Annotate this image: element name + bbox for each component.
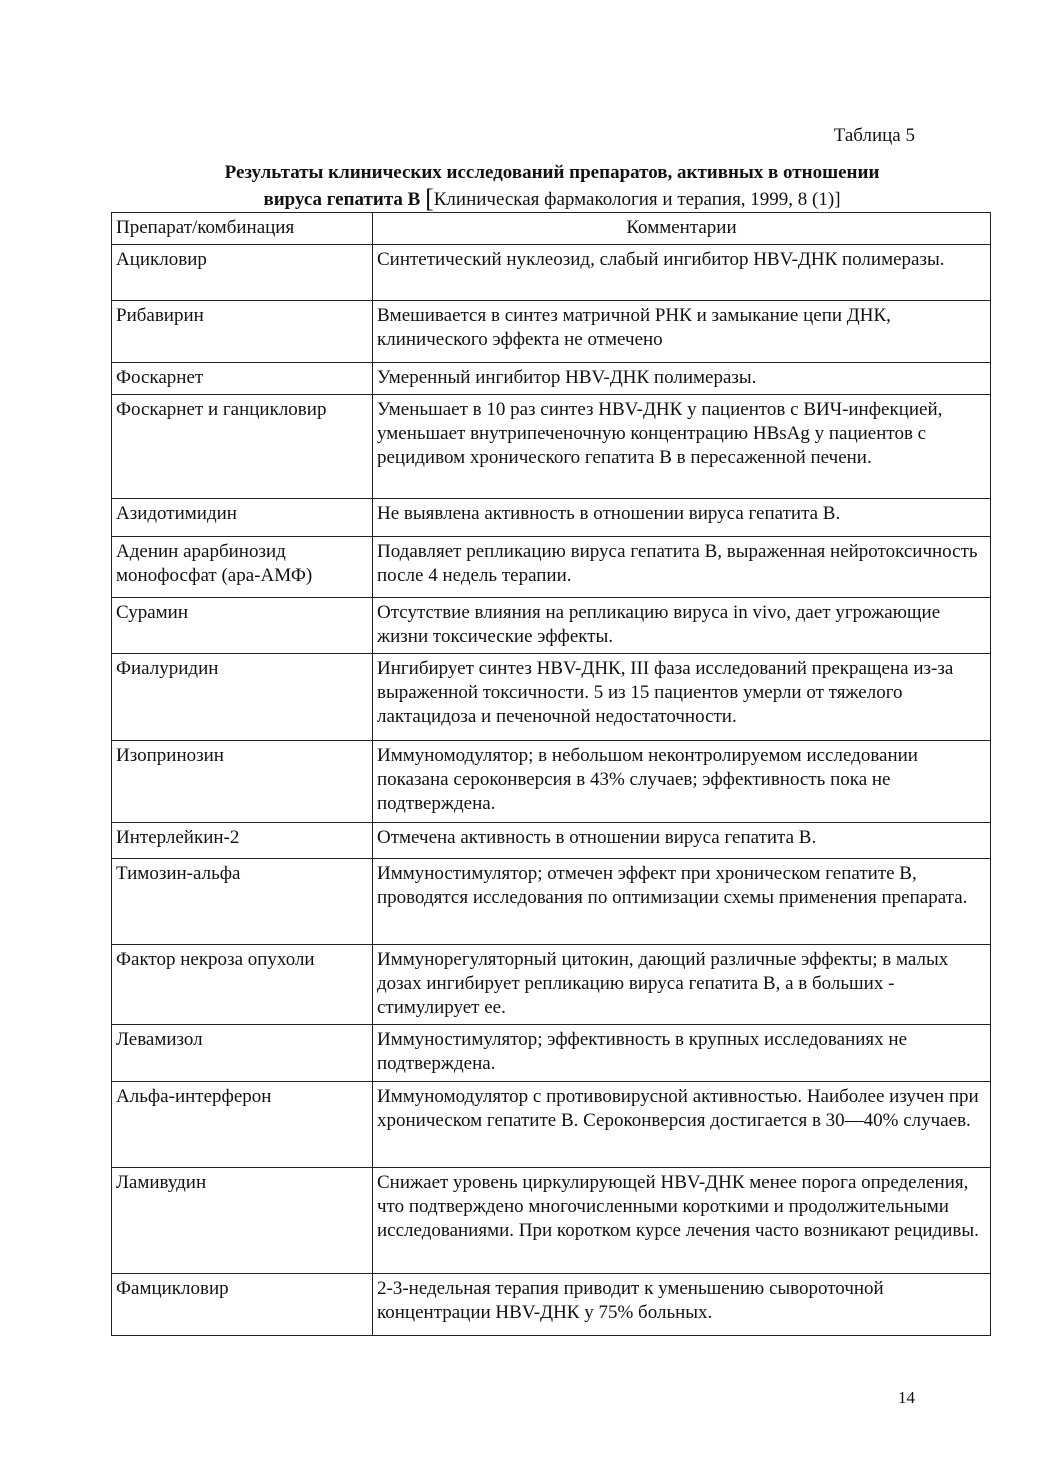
table-row bbox=[112, 1168, 991, 1274]
drug-cell: Сурамин bbox=[112, 598, 373, 654]
comment-cell: Подавляет репликацию вируса гепатита В, выраженная нейротоксичность после 4 недель терапии. bbox=[373, 537, 991, 598]
comment-cell: Отсутствие влияния на репликацию вируса in vivo, дает угрожающие жизни токсические эффекты. bbox=[373, 598, 991, 654]
drug-table bbox=[111, 212, 991, 1336]
drug-cell: Ламивудин bbox=[112, 1168, 373, 1274]
drug-cell: Тимозин-альфа bbox=[112, 859, 373, 945]
comment-cell: Снижает уровень циркулирующей HBV-ДНК менее порога определения, что подтверждено многочисленными короткими и продолжительными исследованиями. При коротком курсе лечения часто возникают рецидивы. bbox=[373, 1168, 991, 1274]
table-row bbox=[112, 363, 991, 395]
table-row bbox=[112, 395, 991, 499]
table-row bbox=[112, 823, 991, 859]
comment-cell: 2-3-недельная терапия приводит к уменьшению сывороточной концентрации HBV-ДНК у 75% больных. bbox=[373, 1274, 991, 1336]
table-row bbox=[112, 499, 991, 537]
table-row bbox=[112, 859, 991, 945]
table-row bbox=[112, 741, 991, 823]
title-line-1 bbox=[112, 160, 992, 186]
title-line-1-text: Результаты клинических исследований препаратов, активных в отношении bbox=[224, 162, 880, 183]
drug-cell: Рибавирин bbox=[112, 301, 373, 363]
table-row bbox=[112, 598, 991, 654]
table-row bbox=[112, 245, 991, 301]
comment-cell: Вмешивается в синтез матричной РНК и замыкание цепи ДНК, клинического эффекта не отмечено bbox=[373, 301, 991, 363]
drug-cell: Фактор некроза опухоли bbox=[112, 945, 373, 1025]
drug-cell: Интерлейкин-2 bbox=[112, 823, 373, 859]
table-label: Таблица 5 bbox=[833, 125, 915, 146]
header-comments: Комментарии bbox=[373, 213, 991, 245]
drug-cell: Фоскарнет bbox=[112, 363, 373, 395]
comment-cell: Не выявлена активность в отношении вируса гепатита В. bbox=[373, 499, 991, 537]
drug-cell: Изопринозин bbox=[112, 741, 373, 823]
table-header-row bbox=[112, 213, 991, 245]
comment-cell: Синтетический нуклеозид, слабый ингибитор HBV-ДНК полимеразы. bbox=[373, 245, 991, 301]
comment-cell: Иммуномодулятор; в небольшом неконтролируемом исследовании показана сероконверсия в 43% случаев; эффективность пока не подтверждена. bbox=[373, 741, 991, 823]
drug-cell: Левамизол bbox=[112, 1025, 373, 1082]
table-row bbox=[112, 1274, 991, 1336]
comment-cell: Иммуномодулятор с противовирусной активностью. Наиболее изучен при хроническом гепатите В. Сероконверсия достигается в 30—40% случаев. bbox=[373, 1082, 991, 1168]
drug-cell: Фоскарнет и ганцикловир bbox=[112, 395, 373, 499]
drug-cell: Фиалуридин bbox=[112, 654, 373, 741]
title-line-2 bbox=[112, 186, 992, 213]
drug-cell: Азидотимидин bbox=[112, 499, 373, 537]
comment-cell: Ингибирует синтез HBV-ДНК, III фаза исследований прекращена из-за выраженной токсичности. 5 из 15 пациентов умерли от тяжелого лактацидоза и печеночной недостаточности. bbox=[373, 654, 991, 741]
table-row bbox=[112, 301, 991, 363]
table-row bbox=[112, 537, 991, 598]
comment-cell: Иммуностимулятор; эффективность в крупных исследованиях не подтверждена. bbox=[373, 1025, 991, 1082]
comment-cell: Уменьшает в 10 раз синтез HBV-ДНК у пациентов с ВИЧ-инфекцией, уменьшает внутрипеченочную концентрацию HBsAg у пациентов с рецидивом хронического гепатита В в пересаженной печени. bbox=[373, 395, 991, 499]
table-row bbox=[112, 945, 991, 1025]
drug-cell: Фамцикловир bbox=[112, 1274, 373, 1336]
table-title bbox=[112, 160, 992, 213]
table-row bbox=[112, 1082, 991, 1168]
title-line-2-bold: вируса гепатита В bbox=[263, 189, 421, 210]
comment-cell: Отмечена активность в отношении вируса гепатита В. bbox=[373, 823, 991, 859]
drug-cell: Аденин арарбинозид монофосфат (ара-АМФ) bbox=[112, 537, 373, 598]
drug-cell: Ацикловир bbox=[112, 245, 373, 301]
comment-cell: Иммунорегуляторный цитокин, дающий различные эффекты; в малых дозах ингибирует репликацию вируса гепатита В, а в больших - стимулирует ее. bbox=[373, 945, 991, 1025]
table-row bbox=[112, 654, 991, 741]
source-citation: Клиническая фармакология и терапия, 1999, 8 (1)] bbox=[433, 189, 841, 210]
page-number: 14 bbox=[898, 1388, 915, 1407]
comment-cell: Иммуностимулятор; отмечен эффект при хроническом гепатите В, проводятся исследования по оптимизации схемы применения препарата. bbox=[373, 859, 991, 945]
source-bracket: [ bbox=[425, 184, 434, 213]
comment-cell: Умеренный ингибитор HBV-ДНК полимеразы. bbox=[373, 363, 991, 395]
drug-cell: Альфа-интерферон bbox=[112, 1082, 373, 1168]
header-drug: Препарат/комбинация bbox=[112, 213, 373, 245]
table-row bbox=[112, 1025, 991, 1082]
